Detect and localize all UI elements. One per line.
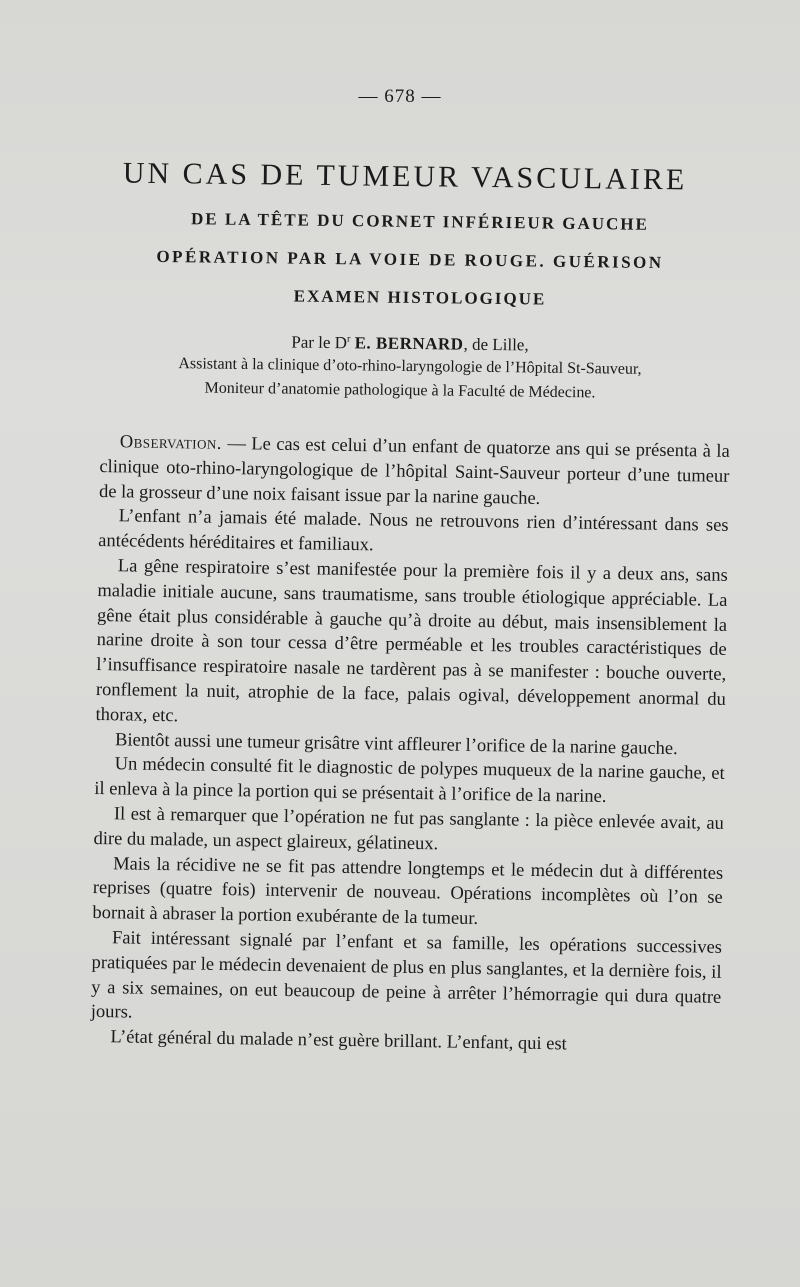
byline-suffix: , de Lille,: [463, 334, 529, 355]
page-number: — 678 —: [358, 86, 442, 107]
paragraph: Il est à remarquer que l’opération ne fut pas sanglante : la pièce enlevée avait, au dire du malade, un aspect glaireux, gélatineux.: [93, 804, 725, 855]
paragraph: L’enfant n’a jamais été malade. Nous ne retrouvons rien d’intéressant dans ses antécédents héréditaires et familiaux.: [98, 506, 729, 556]
affiliation-line-2: Moniteur d’anatomie pathologique à la Faculté de Médecine.: [204, 379, 596, 402]
paragraph: Bientôt aussi une tumeur grisâtre vint affleurer l’orifice de la narine gauche.: [114, 729, 678, 759]
paragraph-text: — Le cas est celui d’un enfant de quatorze ans qui se présenta à la clinique oto-rhino-laryngologique de l’hôpital Saint-Sauveur porteur d’une tumeur de la grosseur d’une noix faisant issue par la narine gauche.: [98, 433, 730, 509]
paragraph: L’état général du malade n’est guère brillant. L’enfant, qui est: [110, 1027, 567, 1055]
paragraph: Un médecin consulté fit le diagnostic de polypes muqueux de la narine gauche, et il enleva à la pince la portion qui se présentait à l’orifice de la narine.: [94, 754, 725, 808]
subtitle-line-2: OPÉRATION PAR LA VOIE DE ROUGE. GUÉRISON: [156, 246, 664, 273]
observation-label: Observation.: [119, 432, 223, 454]
subtitle-line-3: EXAMEN HISTOLOGIQUE: [293, 286, 547, 309]
author-byline: [60, 330, 760, 359]
affiliation-line-1: Assistant à la clinique d’oto-rhino-laryngologie de l’Hôpital St-Sauveur,: [178, 355, 642, 378]
paragraph: [99, 430, 730, 514]
author-name: E. BERNARD: [354, 333, 464, 354]
paragraph: Mais la récidive ne se fit pas attendre longtemps et le médecin dut à différentes reprises (quatre fois) intervenir de nouveau. Opérations incomplètes où l’on se bornait à abraser la portion exubérante de la tumeur.: [92, 853, 724, 930]
article-body: [90, 430, 730, 1060]
paragraph: La gêne respiratoire s’est manifestée pour la première fois il y a deux ans, sans maladie initiale aucune, sans traumatisme, sans trouble étiologique appréciable. La gêne était plus considérable à gauche qu’à droite au début, mais insensiblement la narine droite à son tour cessa d’être perméable et les troubles caractéristiques de l’insuffisance respiratoire nasale ne tardèrent pas à se manifester : bouche ouverte, ronflement la nuit, atrophie de la face, palais ogival, développement anormal du thorax, etc.: [95, 556, 728, 727]
byline-sup: r: [347, 333, 351, 345]
paragraph: Fait intéressant signalé par l’enfant et sa famille, les opérations successives pratiquées par le médecin devenaient de plus en plus sanglantes, et la dernière fois, il y a six semaines, on eut beaucoup de peine à arrêter l’hémorragie qui dura quatre jours.: [90, 928, 723, 1023]
article-title: UN CAS DE TUMEUR VASCULAIRE: [122, 156, 688, 197]
byline-prefix: Par le D: [291, 332, 348, 353]
subtitle-line-1: DE LA TÊTE DU CORNET INFÉRIEUR GAUCHE: [190, 209, 650, 234]
